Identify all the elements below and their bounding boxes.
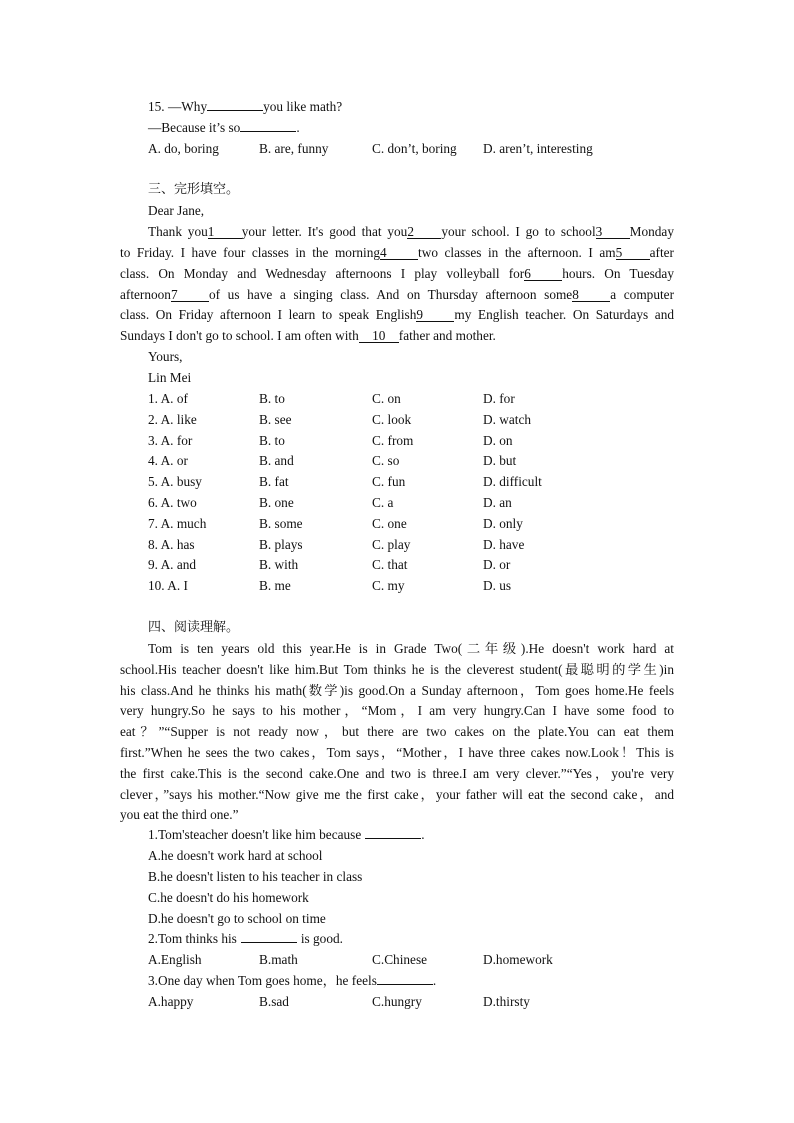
reading-q1-option-a[interactable]: A.he doesn't work hard at school — [148, 848, 323, 863]
cloze-q4-option-c[interactable]: C. so — [372, 453, 400, 469]
q15-option-c[interactable]: C. don’t, boring — [372, 141, 457, 156]
cloze-line-4 — [120, 286, 674, 304]
cloze-heading: 三、完形填空。 — [148, 182, 240, 197]
reading-q1-option-c[interactable]: C.he doesn't do his homework — [148, 890, 309, 905]
q15-question-end: you like math? — [263, 99, 343, 114]
cloze-text: your school. I go to school — [441, 224, 596, 239]
cloze-blank-3[interactable]: 3 — [596, 225, 630, 239]
cloze-text: of us have a singing class. And on Thursday afternoon some — [208, 287, 573, 302]
cloze-line-2 — [120, 244, 674, 262]
cloze-q2-option-c[interactable]: C. look — [372, 411, 412, 427]
cloze-q4-option-a[interactable]: 4. A. or — [148, 453, 188, 469]
cloze-q7-option-b[interactable]: B. some — [259, 515, 303, 531]
q15-answer-start: —Because it’s so — [148, 120, 241, 135]
cloze-q4-option-b[interactable]: B. and — [259, 453, 294, 469]
cloze-q10-option-b[interactable]: B. me — [259, 578, 291, 594]
cloze-q4-option-d[interactable]: D. but — [483, 453, 517, 469]
reading-q3-option-d[interactable]: D.thirsty — [483, 994, 530, 1009]
cloze-q3-option-b[interactable]: B. to — [259, 432, 285, 448]
reading-q1-text: 1.Tom'steacher doesn't like him because — [148, 827, 362, 842]
reading-q3-text: 3.One day when Tom goes home，he feels — [148, 973, 377, 988]
cloze-q9-option-b[interactable]: B. with — [259, 557, 299, 573]
reading-q2-option-c[interactable]: C.Chinese — [372, 952, 428, 967]
reading-q1 — [148, 826, 674, 844]
cloze-q5-option-b[interactable]: B. fat — [259, 474, 289, 490]
reading-passage-line: school.His teacher doesn't like him.But Tom thinks he is the cleverest student(最聪明的学生)in — [120, 661, 674, 677]
cloze-q10-option-a[interactable]: 10. A. I — [148, 578, 188, 594]
reading-passage-line: Tom is ten years old this year.He is in Grade Two(二年级).He doesn't work hard at — [148, 641, 674, 656]
cloze-text: Thank you — [148, 224, 208, 239]
q15-question — [148, 98, 674, 116]
cloze-line-1 — [148, 223, 674, 241]
q15-option-b[interactable]: B. are, funny — [259, 141, 329, 156]
cloze-blank-2[interactable]: 2 — [407, 225, 441, 239]
cloze-q6-option-c[interactable]: C. a — [372, 495, 394, 510]
q15-blank-1[interactable] — [207, 98, 263, 111]
reading-passage-line: first.”When he sees the two cakes，Tom says，“Mother，I have three cakes now.Look！This is — [120, 745, 674, 760]
cloze-blank-7[interactable]: 7 — [171, 288, 209, 302]
cloze-text: your letter. It's good that you — [241, 224, 408, 239]
reading-passage-line: the first cake.This is the second cake.One and two is three.I am very clever.”“Yes，you're very — [120, 765, 674, 781]
cloze-q3-option-a[interactable]: 3. A. for — [148, 432, 193, 448]
reading-q3-option-c[interactable]: C.hungry — [372, 994, 422, 1009]
reading-q2-end: is good. — [300, 931, 343, 946]
cloze-line-3 — [120, 265, 674, 283]
cloze-q1-option-b[interactable]: B. to — [259, 391, 285, 406]
reading-q1-end: . — [421, 827, 425, 842]
cloze-q7-option-a[interactable]: 7. A. much — [148, 515, 207, 531]
cloze-blank-6[interactable]: 6 — [524, 267, 562, 281]
cloze-q1-option-a[interactable]: 1. A. of — [148, 391, 188, 406]
q15-answer — [148, 119, 674, 137]
cloze-q9-option-c[interactable]: C. that — [372, 557, 408, 573]
cloze-q2-option-b[interactable]: B. see — [259, 411, 292, 427]
cloze-q6-option-a[interactable]: 6. A. two — [148, 495, 197, 510]
cloze-q8-option-b[interactable]: B. plays — [259, 536, 303, 552]
cloze-text: my English teacher. On Saturdays and — [454, 307, 674, 322]
cloze-q9-option-d[interactable]: D. or — [483, 557, 511, 573]
cloze-q7-option-c[interactable]: C. one — [372, 515, 407, 531]
cloze-line-5 — [120, 306, 674, 324]
cloze-blank-10[interactable]: 10 — [359, 329, 399, 343]
cloze-text: hours. On Tuesday — [562, 266, 674, 281]
reading-q1-blank[interactable] — [365, 826, 421, 839]
reading-q2-text: 2.Tom thinks his — [148, 931, 237, 946]
cloze-text: afternoon — [120, 287, 171, 302]
cloze-q7-option-d[interactable]: D. only — [483, 515, 523, 531]
cloze-line-6 — [120, 327, 674, 345]
reading-passage-line: very hungry.So he says to his mother，“Mom，I am very hungry.Can I have some food to — [120, 703, 674, 719]
q15-option-d[interactable]: D. aren’t, interesting — [483, 141, 593, 156]
cloze-q1-option-c[interactable]: C. on — [372, 391, 401, 406]
reading-q3-option-a[interactable]: A.happy — [148, 994, 194, 1009]
reading-passage-line: eat？”“Supper is not ready now，but there are two cakes on the plate.You can eat them — [120, 724, 674, 740]
cloze-blank-5[interactable]: 5 — [616, 246, 650, 260]
cloze-q5-option-d[interactable]: D. difficult — [483, 474, 542, 490]
cloze-q2-option-a[interactable]: 2. A. like — [148, 411, 197, 427]
cloze-text: class. On Monday and Wednesday afternoons I play volleyball for — [120, 266, 525, 281]
cloze-text: Monday — [629, 224, 674, 239]
reading-passage-line: you eat the third one.” — [120, 807, 239, 823]
cloze-q1-option-d[interactable]: D. for — [483, 391, 515, 406]
cloze-blank-8[interactable]: 8 — [572, 288, 610, 302]
reading-q2-option-a[interactable]: A.English — [148, 952, 202, 967]
reading-q3-blank[interactable] — [377, 972, 433, 985]
reading-q2-option-b[interactable]: B.math — [259, 952, 298, 967]
letter-closing: Yours, — [148, 349, 183, 364]
letter-signature: Lin Mei — [148, 370, 192, 385]
q15-option-a[interactable]: A. do, boring — [148, 141, 219, 156]
cloze-text: two classes in the afternoon. I am — [418, 245, 616, 260]
reading-passage-line: his class.And he thinks his math(数学)is good.On a Sunday afternoon，Tom goes home.He feels — [120, 682, 674, 698]
cloze-q10-option-c[interactable]: C. my — [372, 578, 405, 594]
reading-q3 — [148, 972, 674, 990]
cloze-q8-option-c[interactable]: C. play — [372, 536, 411, 552]
cloze-blank-9[interactable]: 9 — [416, 308, 454, 322]
cloze-text: after — [649, 245, 674, 260]
reading-q3-option-b[interactable]: B.sad — [259, 994, 289, 1009]
cloze-q8-option-d[interactable]: D. have — [483, 536, 525, 552]
cloze-q3-option-c[interactable]: C. from — [372, 432, 414, 448]
cloze-q6-option-d[interactable]: D. an — [483, 495, 512, 510]
cloze-text: a computer — [610, 287, 674, 302]
cloze-q10-option-d[interactable]: D. us — [483, 578, 512, 594]
reading-passage-line: clever，”says his mother.“Now give me the first cake，your father will eat the second cake，and — [120, 786, 674, 802]
reading-heading: 四、阅读理解。 — [148, 620, 240, 635]
reading-q2-option-d[interactable]: D.homework — [483, 952, 553, 967]
q15-blank-2[interactable] — [240, 119, 296, 132]
cloze-blank-4[interactable]: 4 — [380, 246, 418, 260]
reading-q1-option-d[interactable]: D.he doesn't go to school on time — [148, 911, 326, 926]
letter-salutation: Dear Jane, — [148, 203, 205, 218]
cloze-text: father and mother. — [398, 328, 496, 343]
cloze-text: Sundays I don't go to school. I am often with — [120, 328, 359, 343]
cloze-q9-option-a[interactable]: 9. A. and — [148, 557, 197, 573]
reading-q3-end: . — [432, 973, 437, 988]
cloze-q5-option-a[interactable]: 5. A. busy — [148, 474, 202, 490]
q15-question-start: 15. —Why — [148, 99, 208, 114]
cloze-q2-option-d[interactable]: D. watch — [483, 411, 531, 427]
cloze-text: class. On Friday afternoon I learn to speak English — [120, 307, 417, 322]
cloze-q5-option-c[interactable]: C. fun — [372, 474, 406, 490]
q15-answer-end: . — [296, 120, 300, 135]
cloze-q6-option-b[interactable]: B. one — [259, 495, 294, 510]
cloze-text: to Friday. I have four classes in the morning — [120, 245, 381, 260]
cloze-q3-option-d[interactable]: D. on — [483, 432, 513, 448]
reading-q2 — [148, 930, 674, 948]
reading-q1-option-b[interactable]: B.he doesn't listen to his teacher in class — [148, 869, 363, 884]
cloze-blank-1[interactable]: 1 — [208, 225, 242, 239]
cloze-q8-option-a[interactable]: 8. A. has — [148, 536, 195, 552]
reading-q2-blank[interactable] — [241, 930, 297, 943]
